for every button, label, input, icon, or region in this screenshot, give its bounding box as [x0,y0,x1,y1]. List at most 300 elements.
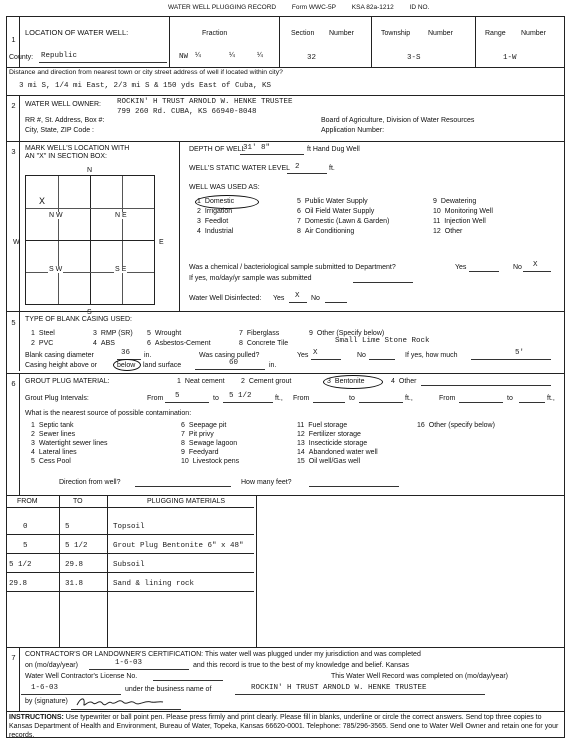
option-number: 7 [181,431,185,438]
grid-line [26,240,154,241]
sample-date-label: If yes, mo/day/yr sample was submitted [189,275,312,282]
pulled-mark: X [313,349,318,357]
option-label: Fertilizer storage [308,431,361,438]
license-line [153,680,223,681]
option-number: 14 [297,449,305,456]
option-label: Other [444,228,463,235]
grout-label: GROUT PLUG MATERIAL: [25,378,110,385]
table-cell-material[interactable]: Subsoil [113,561,145,569]
option-number: 1 [177,378,181,385]
static-field[interactable]: 2 [295,163,300,171]
option-number: 7 [239,330,243,337]
used-as-option[interactable] [197,228,233,235]
option-label: Sewer lines [38,431,76,438]
option-number: 9 [433,198,437,205]
height-below: below [117,362,136,369]
application-label: Application Number: [321,127,385,134]
fraction-label: Fraction [202,30,228,37]
sample-yes-line [469,271,499,272]
distance-label: Distance and direction from nearest town or city street address of well if located within city? [9,69,283,76]
height-label-b: land surface [143,362,182,369]
table-header-divider [7,507,254,508]
option-label: Other [398,378,417,385]
option-number: 13 [297,440,305,447]
feet-line [309,486,399,487]
contamination-option[interactable] [31,431,75,438]
quarter-mark: ¼ [257,52,263,59]
static-unit: ft. [329,165,335,172]
nw-quadrant-label: N W [49,212,63,219]
table-cell-material[interactable]: Sand & lining rock [113,580,195,588]
divider [19,647,20,711]
option-number: 3 [197,218,201,225]
option-label: Cess Pool [38,458,71,465]
from-label: From [439,395,456,402]
used-as-option[interactable] [433,228,462,235]
mark-label: MARK WELL'S LOCATION WITH [25,145,130,152]
mark-label: AN "X" IN SECTION BOX: [25,153,107,160]
option-number: 11 [297,422,305,429]
grid-line [26,208,154,209]
grout-option[interactable] [391,378,416,385]
option-label: Dewatering [440,198,477,205]
contamination-option[interactable] [181,422,226,429]
how-much-field[interactable]: 5' [515,349,525,357]
interval-line [519,402,545,403]
interval-to-field[interactable]: 5 1/2 [229,392,252,400]
option-label: Public Water Supply [304,198,368,205]
option-label: Abandoned water well [308,449,378,456]
distance-field[interactable]: 3 mi S, 1/4 mi East, 2/3 mi S & 150 yds East of Cuba, KS [19,82,272,90]
contamination-option[interactable] [297,440,367,447]
casing-label: TYPE OF BLANK CASING USED: [25,316,132,323]
divider [475,17,476,67]
cert-text-b: and this record is true to the best of my knowledge and belief. Kansas [193,662,409,669]
divider [169,17,170,67]
direction-line [135,486,231,487]
to-label: to [507,395,513,402]
option-label: Feedlot [204,218,229,225]
section-label: Section [291,30,315,37]
intervals-label: Grout Plug Intervals: [25,395,89,402]
static-underline [287,173,327,174]
option-label: Air Conditioning [304,228,355,235]
grid-line [26,272,154,273]
option-number: 8 [239,340,243,347]
option-label: Irrigation [204,208,233,215]
table-cell-from[interactable]: 5 1/2 [9,561,32,569]
used-as-option[interactable] [297,228,354,235]
option-label: Sewage lagoon [188,440,238,447]
option-label: Livestock pens [192,458,240,465]
township-number-label: Number [428,30,453,37]
divider [19,311,20,371]
option-number: 9 [181,449,185,456]
record-date-field[interactable]: 1-6-03 [31,684,59,692]
interval-from-field[interactable]: 5 [175,392,180,400]
used-as-option[interactable] [297,198,368,205]
option-label: Concrete Tile [246,340,289,347]
record-label: This Water Well Record was completed on (mo/day/year) [331,673,509,680]
contamination-option[interactable] [31,449,77,456]
option-number: 1 [31,330,35,337]
disinfected-mark: X [295,292,300,300]
se-quadrant-label: S E [115,266,127,273]
compass-south: S [87,309,92,316]
option-label: Steel [38,330,55,337]
grout-option[interactable] [177,378,225,385]
diameter-label: Blank casing diameter [25,352,94,359]
contamination-option[interactable] [297,422,347,429]
owner-label: WATER WELL OWNER: [25,101,101,108]
table-cell-from[interactable]: 29.8 [9,580,28,588]
casing-option[interactable] [239,340,288,347]
contamination-option[interactable] [181,431,214,438]
option-label: Lateral lines [38,449,77,456]
option-number: 2 [31,340,35,347]
option-label: Fuel storage [308,422,348,429]
interval-line [165,402,209,403]
option-label: Domestic (Lawn & Garden) [304,218,390,225]
option-number: 4 [93,340,97,347]
signature [75,695,165,709]
sample-yes[interactable]: Yes [455,264,467,271]
instructions-label: INSTRUCTIONS: [9,714,64,721]
used-as-option[interactable] [433,218,486,225]
sample-question: Was a chemical / bacteriological sample submitted to Department? [189,264,396,271]
city-label: City, State, ZIP Code : [25,127,94,134]
option-number: 10 [181,458,189,465]
pulled-label: Was casing pulled? [199,352,260,359]
table-cell-to[interactable]: 31.8 [65,580,84,588]
option-label: Wrought [154,330,182,337]
compass-east: E [159,239,164,246]
section-field[interactable]: 32 [307,54,317,62]
contamination-option[interactable] [31,440,108,447]
option-label: Feedyard [188,449,219,456]
option-label: Septic tank [38,422,74,429]
option-label: Insecticide storage [308,440,368,447]
option-number: 5 [297,198,301,205]
used-as-option[interactable] [433,208,493,215]
county-underline [39,62,167,63]
option-number: 3 [31,440,35,447]
option-number: 6 [147,340,151,347]
option-number: 9 [309,330,313,337]
below-circle [113,359,141,371]
cert-label: CONTRACTOR'S OR LANDOWNER'S CERTIFICATION: [25,651,204,658]
table-row-divider [7,572,254,573]
contamination-option[interactable] [297,449,378,456]
divider [19,141,20,311]
grout-other-line [421,385,551,386]
table-header-from: FROM [17,498,38,505]
divider [7,67,564,68]
instructions-text: Use typewriter or ball point pen. Please press firmly and print clearly. Please fill in blanks, underline or circle the correct answers. Send top three copies to Kansas Department of Health and Environment, Bureau of Water, Topeka, Kansas 66620-0001. Telephone: 785/296-3565. Send one to Water Well Owner and retain one for your records. [9,714,559,739]
business-label: under the business name of [125,686,212,693]
grout-option[interactable] [241,378,291,385]
disinfected-no[interactable]: No [311,295,320,302]
divider [19,95,20,141]
option-number: 4 [197,228,201,235]
ft-label: ft., [405,395,413,402]
option-number: 10 [433,208,441,215]
option-number: 2 [241,378,245,385]
completed-date-field[interactable]: 1-6-03 [115,659,143,667]
casing-option[interactable] [93,330,133,337]
interval-line [459,402,503,403]
table-header-to: TO [73,498,83,505]
divider [19,373,20,495]
option-number: 15 [297,458,305,465]
form-number: Form WWC-5P [291,4,336,11]
owner-address-field[interactable]: 799 260 Rd. CUBA, KS 66940-8048 [117,108,257,116]
interval-line [359,402,403,403]
option-number: 12 [433,228,441,235]
section-number: 7 [11,653,16,662]
option-label: Injection Well [444,218,486,225]
contamination-option[interactable] [181,440,237,447]
direction-label: Direction from well? [59,479,121,486]
pulled-yes[interactable]: Yes [297,352,309,359]
form-title: WATER WELL PLUGGING RECORD [168,4,277,11]
divider [7,95,564,96]
height-unit: in. [269,362,277,369]
business-name-field[interactable]: ROCKIN' H TRUST ARNOLD W. HENKE TRUSTEE [251,684,427,692]
contamination-option[interactable] [31,458,71,465]
option-label: Monitoring Well [444,208,493,215]
table-row-divider [7,534,254,535]
divider [7,373,564,374]
disinfected-label: Water Well Disinfected: [189,295,262,302]
option-label: Oil Field Water Supply [304,208,375,215]
range-label: Range [485,30,506,37]
ne-quadrant-label: N E [115,212,127,219]
disinfected-line [289,302,307,303]
casing-option[interactable] [93,340,115,347]
form-header [168,5,443,12]
contamination-label: What is the nearest source of possible contamination: [25,410,192,417]
option-number: 5 [147,330,151,337]
used-as-option[interactable] [297,208,374,215]
table-header-materials: PLUGGING MATERIALS [147,498,226,505]
sample-no-line [523,271,551,272]
ft-label: ft., [275,395,283,402]
table-column-divider [59,495,60,647]
divider [371,17,372,67]
cert-text-a: This water well was plugged under my jurisdiction and was completed [204,651,421,658]
used-as-option[interactable] [197,218,228,225]
table-column-divider [256,495,257,647]
section-number: 1 [11,35,16,44]
option-number: 3 [93,330,97,337]
section-number: 3 [11,147,16,156]
option-number: 11 [433,218,441,225]
casing-option[interactable] [31,340,53,347]
used-as-option[interactable] [197,208,232,215]
township-label: Township [381,30,411,37]
township-field[interactable]: 3-S [407,54,421,62]
casing-option[interactable] [239,330,279,337]
ft-label: ft., [547,395,555,402]
from-label: From [147,395,164,402]
on-label: on (mo/day/year) [25,662,78,669]
compass-west: W [13,239,20,246]
option-label: Asbestos-Cement [154,340,211,347]
static-label: WELL'S STATIC WATER LEVEL [189,165,291,172]
option-number: 1 [197,198,201,205]
contamination-option[interactable] [181,458,239,465]
diameter-field[interactable]: 36 [121,349,131,357]
depth-unit: ft Hand Dug Well [307,146,360,153]
compass-north: N [87,167,93,174]
pulled-yes-line [311,359,341,360]
interval-line [313,402,345,403]
option-label: Bentonite [334,378,365,385]
depth-underline [240,154,304,155]
disinfected-no-line [325,302,347,303]
sample-no[interactable]: No [513,264,522,271]
pulled-no[interactable]: No [357,352,366,359]
casing-other-field[interactable]: Small Lime Stone Rock [335,337,430,345]
used-as-option[interactable] [297,218,389,225]
bentonite-circle [323,375,383,389]
divider [179,141,180,311]
table-cell-from[interactable]: 5 [23,542,28,550]
casing-option[interactable] [31,330,55,337]
contamination-option[interactable] [181,449,218,456]
diameter-unit: in. [144,352,152,359]
option-number: 16 [417,422,425,429]
pulled-no-line [369,359,395,360]
section-number-label: Number [329,30,354,37]
range-number-label: Number [521,30,546,37]
casing-option[interactable] [147,340,211,347]
ksa-reference: KSA 82a-1212 [351,4,394,11]
divider [7,141,564,142]
option-number: 4 [391,378,395,385]
option-number: 1 [31,422,35,429]
option-number: 7 [297,218,301,225]
quarter-mark: ¼ [195,52,201,59]
rr-label: RR #, St. Address, Box #: [25,117,105,124]
table-cell-material[interactable]: Grout Plug Bentonite 6" x 48" [113,542,244,550]
sample-no-mark: X [533,261,538,269]
plugging-record-form [6,16,565,738]
contamination-option[interactable] [31,422,74,429]
height-field[interactable]: 60 [229,359,239,367]
completed-date-line [89,669,189,670]
contamination-option[interactable] [297,458,360,465]
table-row-divider [7,553,254,554]
divider [7,711,564,712]
table-cell-from[interactable]: 0 [23,523,28,531]
option-label: Pit privy [188,431,214,438]
to-label: to [349,395,355,402]
used-as-label: WELL WAS USED AS: [189,184,260,191]
option-label: ABS [100,340,115,347]
license-label: Water Well Contractor's License No. [25,673,138,680]
option-label: Cement grout [248,378,292,385]
how-much-label: If yes, how much [405,352,458,359]
business-line [235,694,485,695]
option-label: PVC [38,340,54,347]
table-cell-to[interactable]: 5 1/2 [65,542,88,550]
section-number: 5 [11,318,16,327]
used-as-option[interactable] [433,198,476,205]
option-number: 3 [327,378,331,385]
option-number: 5 [31,458,35,465]
depth-field[interactable]: 31' 8" [243,144,271,152]
option-number: 6 [181,422,185,429]
divider [7,647,564,648]
table-row-divider [7,591,254,592]
option-number: 8 [297,228,301,235]
signature-label: by (signature) [25,698,68,705]
option-label: Other (specify below) [428,422,495,429]
depth-label: DEPTH OF WELL [189,146,246,153]
sample-date-line [353,282,413,283]
section-number: 2 [11,101,16,110]
section-number: 6 [11,379,16,388]
option-label: RMP (SR) [100,330,133,337]
location-label: LOCATION OF WATER WELL: [25,28,129,37]
id-number-label: ID NO. [409,4,430,11]
feet-label: How many feet? [241,479,292,486]
signature-line [71,709,181,710]
divider [7,495,564,496]
fraction-field[interactable]: NW [179,53,189,61]
option-label: Seepage pit [188,422,227,429]
option-label: Industrial [204,228,234,235]
domestic-circle [195,195,259,209]
quarter-mark: ¼ [229,52,235,59]
casing-option[interactable] [147,330,181,337]
interval-line [223,402,273,403]
section-box[interactable] [25,175,155,305]
option-number: 2 [31,431,35,438]
contamination-option[interactable] [417,422,495,429]
table-cell-to[interactable]: 29.8 [65,561,84,569]
how-much-underline [471,359,551,360]
height-label: Casing height above or [25,362,97,369]
range-field[interactable]: 1-W [503,54,517,62]
option-label: Other (Specify below) [316,330,385,337]
certification-line-1 [25,651,421,658]
county-label: County: [9,54,34,61]
divider [7,311,564,312]
table-cell-material[interactable]: Topsoil [113,523,145,531]
to-label: to [213,395,219,402]
sw-quadrant-label: S W [49,266,63,273]
option-number: 2 [197,208,201,215]
table-column-divider [107,495,108,647]
casing-option[interactable] [309,330,384,337]
county-field[interactable]: Republic [41,52,78,60]
divider [279,17,280,67]
option-number: 8 [181,440,185,447]
owner-name-field[interactable]: ROCKIN' H TRUST ARNOLD W. HENKE TRUSTEE [117,98,293,106]
table-cell-to[interactable]: 5 [65,523,70,531]
option-label: Oil well/Gas well [308,458,361,465]
from-label: From [293,395,310,402]
option-label: Neat cement [184,378,225,385]
well-location-x: X [39,197,46,208]
option-number: 4 [31,449,35,456]
instructions [9,714,562,740]
disinfected-yes[interactable]: Yes [273,295,285,302]
contamination-option[interactable] [297,431,361,438]
